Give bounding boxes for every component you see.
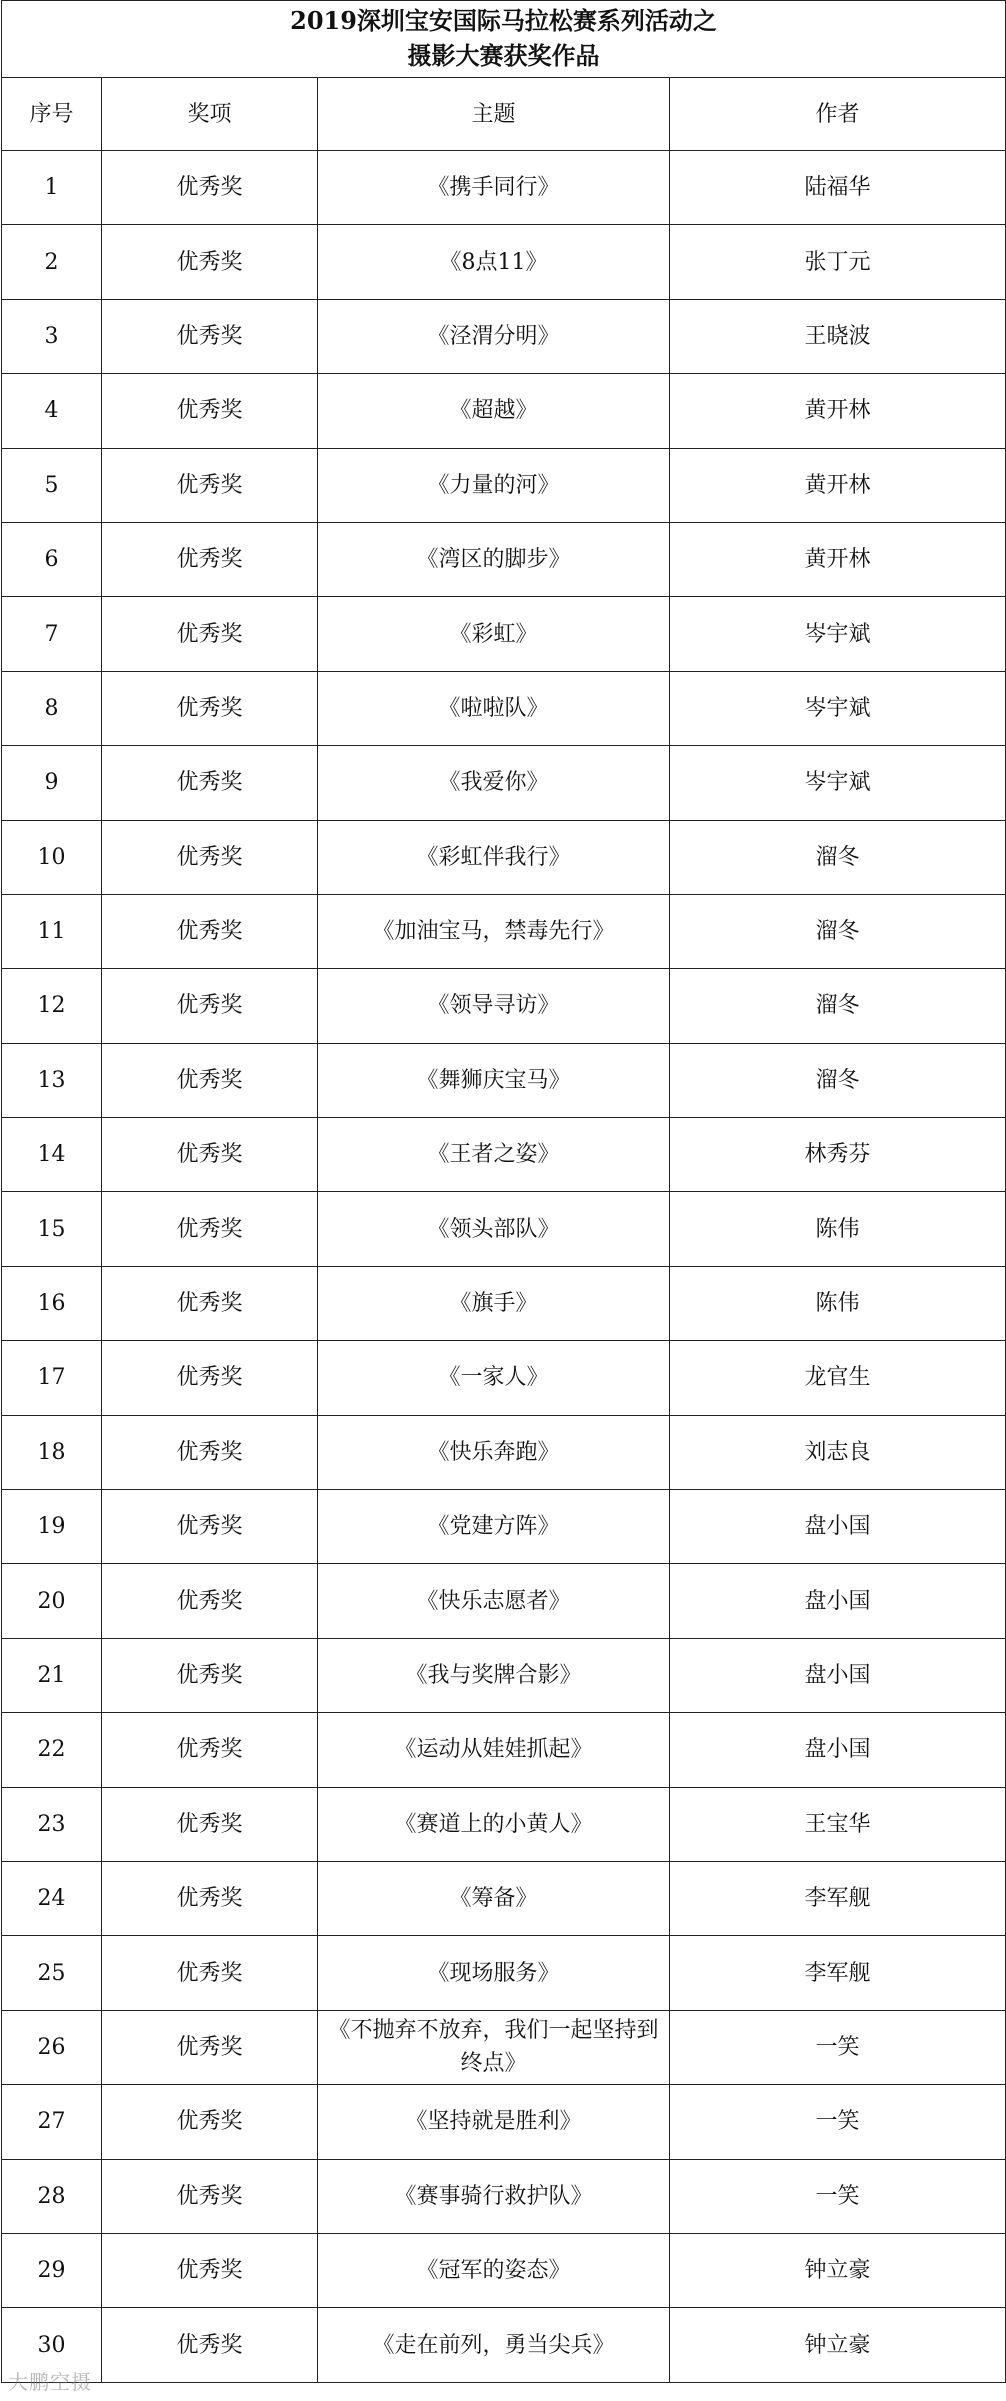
cell-index: 13: [2, 1043, 102, 1117]
cell-author: 一笑: [670, 2085, 1006, 2159]
cell-author: 钟立豪: [670, 2308, 1006, 2382]
table-row: [2, 299, 1006, 373]
cell-award: 优秀奖: [102, 522, 318, 596]
cell-index: 1: [2, 151, 102, 225]
cell-theme: 《啦啦队》: [318, 671, 670, 745]
awards-table: [1, 0, 1006, 2383]
header-row: [2, 78, 1006, 151]
cell-index: 4: [2, 374, 102, 448]
cell-index: 16: [2, 1266, 102, 1340]
cell-author: 陈伟: [670, 1266, 1006, 1340]
cell-author: 溜冬: [670, 894, 1006, 968]
cell-award: 优秀奖: [102, 1787, 318, 1861]
table-row: [2, 969, 1006, 1043]
cell-index: 8: [2, 671, 102, 745]
cell-index: 11: [2, 894, 102, 968]
cell-theme: 《赛事骑行救护队》: [318, 2159, 670, 2233]
table-row: [2, 522, 1006, 596]
column-header-award: 奖项: [102, 78, 318, 151]
cell-award: 优秀奖: [102, 151, 318, 225]
cell-author: 王晓波: [670, 299, 1006, 373]
table-row: [2, 1415, 1006, 1489]
cell-author: 张丁元: [670, 225, 1006, 299]
column-header-author: 作者: [670, 78, 1006, 151]
cell-index: 12: [2, 969, 102, 1043]
cell-award: 优秀奖: [102, 1341, 318, 1415]
table-row: [2, 1192, 1006, 1266]
table-row: [2, 1638, 1006, 1712]
cell-theme: 《坚持就是胜利》: [318, 2085, 670, 2159]
table-row: [2, 1341, 1006, 1415]
cell-theme: 《我与奖牌合影》: [318, 1638, 670, 1712]
cell-author: 黄开林: [670, 522, 1006, 596]
table-row: [2, 1266, 1006, 1340]
cell-theme: 《赛道上的小黄人》: [318, 1787, 670, 1861]
cell-theme: 《携手同行》: [318, 151, 670, 225]
table-body: [2, 151, 1006, 2383]
cell-theme: 《快乐志愿者》: [318, 1564, 670, 1638]
sheet-title: [2, 1, 1006, 78]
table-row: [2, 2010, 1006, 2084]
cell-award: 优秀奖: [102, 448, 318, 522]
table-row: [2, 746, 1006, 820]
cell-author: 陆福华: [670, 151, 1006, 225]
cell-theme: 《超越》: [318, 374, 670, 448]
cell-award: 优秀奖: [102, 1861, 318, 1935]
cell-author: 王宝华: [670, 1787, 1006, 1861]
table-row: [2, 2233, 1006, 2307]
title-line-2: 摄影大赛获奖作品: [407, 41, 600, 70]
cell-index: 27: [2, 2085, 102, 2159]
cell-award: 优秀奖: [102, 746, 318, 820]
table-row: [2, 597, 1006, 671]
table-row: [2, 151, 1006, 225]
cell-award: 优秀奖: [102, 225, 318, 299]
cell-author: 溜冬: [670, 1043, 1006, 1117]
title-line-1: 2019深圳宝安国际马拉松赛系列活动之: [290, 6, 717, 36]
cell-theme: 《筹备》: [318, 1861, 670, 1935]
table-row: [2, 374, 1006, 448]
cell-author: 刘志良: [670, 1415, 1006, 1489]
cell-author: 盘小国: [670, 1564, 1006, 1638]
cell-award: 优秀奖: [102, 2010, 318, 2084]
cell-award: 优秀奖: [102, 374, 318, 448]
cell-theme: 《泾渭分明》: [318, 299, 670, 373]
table-row: [2, 2308, 1006, 2382]
cell-theme: 《党建方阵》: [318, 1490, 670, 1564]
cell-award: 优秀奖: [102, 2085, 318, 2159]
cell-theme: 《彩虹伴我行》: [318, 820, 670, 894]
cell-index: 29: [2, 2233, 102, 2307]
table-row: [2, 1118, 1006, 1192]
cell-theme: 《一家人》: [318, 1341, 670, 1415]
cell-award: 优秀奖: [102, 894, 318, 968]
table-row: [2, 225, 1006, 299]
table-row: [2, 671, 1006, 745]
table-row: [2, 448, 1006, 522]
cell-award: 优秀奖: [102, 299, 318, 373]
cell-index: 28: [2, 2159, 102, 2233]
table-row: [2, 1043, 1006, 1117]
cell-index: 10: [2, 820, 102, 894]
cell-award: 优秀奖: [102, 2159, 318, 2233]
cell-theme: 《不抛弃不放弃，我们一起坚持到终点》: [318, 2010, 670, 2084]
cell-index: 3: [2, 299, 102, 373]
cell-theme: 《现场服务》: [318, 1936, 670, 2010]
cell-index: 30: [2, 2308, 102, 2382]
cell-theme: 《领导寻访》: [318, 969, 670, 1043]
cell-author: 溜冬: [670, 969, 1006, 1043]
cell-author: 岑宇斌: [670, 746, 1006, 820]
cell-author: 溜冬: [670, 820, 1006, 894]
cell-index: 6: [2, 522, 102, 596]
cell-theme: 《快乐奔跑》: [318, 1415, 670, 1489]
table-row: [2, 1936, 1006, 2010]
table-row: [2, 894, 1006, 968]
watermark: 大鹏空摄: [8, 2370, 92, 2394]
cell-author: 盘小国: [670, 1490, 1006, 1564]
cell-theme: 《领头部队》: [318, 1192, 670, 1266]
cell-author: 盘小国: [670, 1713, 1006, 1787]
cell-award: 优秀奖: [102, 1415, 318, 1489]
cell-award: 优秀奖: [102, 1490, 318, 1564]
cell-index: 20: [2, 1564, 102, 1638]
cell-author: 黄开林: [670, 374, 1006, 448]
cell-author: 钟立豪: [670, 2233, 1006, 2307]
cell-theme: 《湾区的脚步》: [318, 522, 670, 596]
cell-index: 23: [2, 1787, 102, 1861]
cell-award: 优秀奖: [102, 1118, 318, 1192]
cell-award: 优秀奖: [102, 1192, 318, 1266]
cell-author: 陈伟: [670, 1192, 1006, 1266]
cell-theme: 《舞狮庆宝马》: [318, 1043, 670, 1117]
cell-index: 7: [2, 597, 102, 671]
cell-index: 24: [2, 1861, 102, 1935]
cell-author: 岑宇斌: [670, 671, 1006, 745]
cell-author: 龙官生: [670, 1341, 1006, 1415]
cell-theme: 《冠军的姿态》: [318, 2233, 670, 2307]
cell-index: 14: [2, 1118, 102, 1192]
cell-author: 盘小国: [670, 1638, 1006, 1712]
table-row: [2, 820, 1006, 894]
cell-index: 21: [2, 1638, 102, 1712]
cell-award: 优秀奖: [102, 1564, 318, 1638]
cell-index: 22: [2, 1713, 102, 1787]
cell-index: 25: [2, 1936, 102, 2010]
cell-theme: 《我爱你》: [318, 746, 670, 820]
cell-author: 一笑: [670, 2159, 1006, 2233]
cell-author: 李军舰: [670, 1861, 1006, 1935]
column-header-index: 序号: [2, 78, 102, 151]
cell-index: 2: [2, 225, 102, 299]
cell-award: 优秀奖: [102, 1043, 318, 1117]
cell-theme: 《王者之姿》: [318, 1118, 670, 1192]
cell-award: 优秀奖: [102, 1936, 318, 2010]
cell-author: 一笑: [670, 2010, 1006, 2084]
cell-theme: 《彩虹》: [318, 597, 670, 671]
cell-award: 优秀奖: [102, 597, 318, 671]
cell-award: 优秀奖: [102, 820, 318, 894]
cell-theme: 《旗手》: [318, 1266, 670, 1340]
column-header-theme: 主题: [318, 78, 670, 151]
cell-index: 9: [2, 746, 102, 820]
cell-author: 岑宇斌: [670, 597, 1006, 671]
cell-theme: 《力量的河》: [318, 448, 670, 522]
cell-theme: 《8点11》: [318, 225, 670, 299]
table-row: [2, 1861, 1006, 1935]
table-row: [2, 2085, 1006, 2159]
cell-award: 优秀奖: [102, 1266, 318, 1340]
cell-index: 5: [2, 448, 102, 522]
title-row: [2, 1, 1006, 78]
cell-theme: 《运动从娃娃抓起》: [318, 1713, 670, 1787]
cell-author: 黄开林: [670, 448, 1006, 522]
cell-index: 17: [2, 1341, 102, 1415]
cell-index: 15: [2, 1192, 102, 1266]
cell-index: 18: [2, 1415, 102, 1489]
table-row: [2, 2159, 1006, 2233]
table-row: [2, 1713, 1006, 1787]
cell-author: 李军舰: [670, 1936, 1006, 2010]
cell-theme: 《加油宝马，禁毒先行》: [318, 894, 670, 968]
cell-award: 优秀奖: [102, 969, 318, 1043]
table-row: [2, 1564, 1006, 1638]
table-row: [2, 1787, 1006, 1861]
cell-award: 优秀奖: [102, 1713, 318, 1787]
cell-award: 优秀奖: [102, 2308, 318, 2382]
cell-award: 优秀奖: [102, 671, 318, 745]
cell-index: 26: [2, 2010, 102, 2084]
cell-award: 优秀奖: [102, 1638, 318, 1712]
cell-award: 优秀奖: [102, 2233, 318, 2307]
cell-theme: 《走在前列，勇当尖兵》: [318, 2308, 670, 2382]
cell-author: 林秀芬: [670, 1118, 1006, 1192]
table-row: [2, 1490, 1006, 1564]
cell-index: 19: [2, 1490, 102, 1564]
